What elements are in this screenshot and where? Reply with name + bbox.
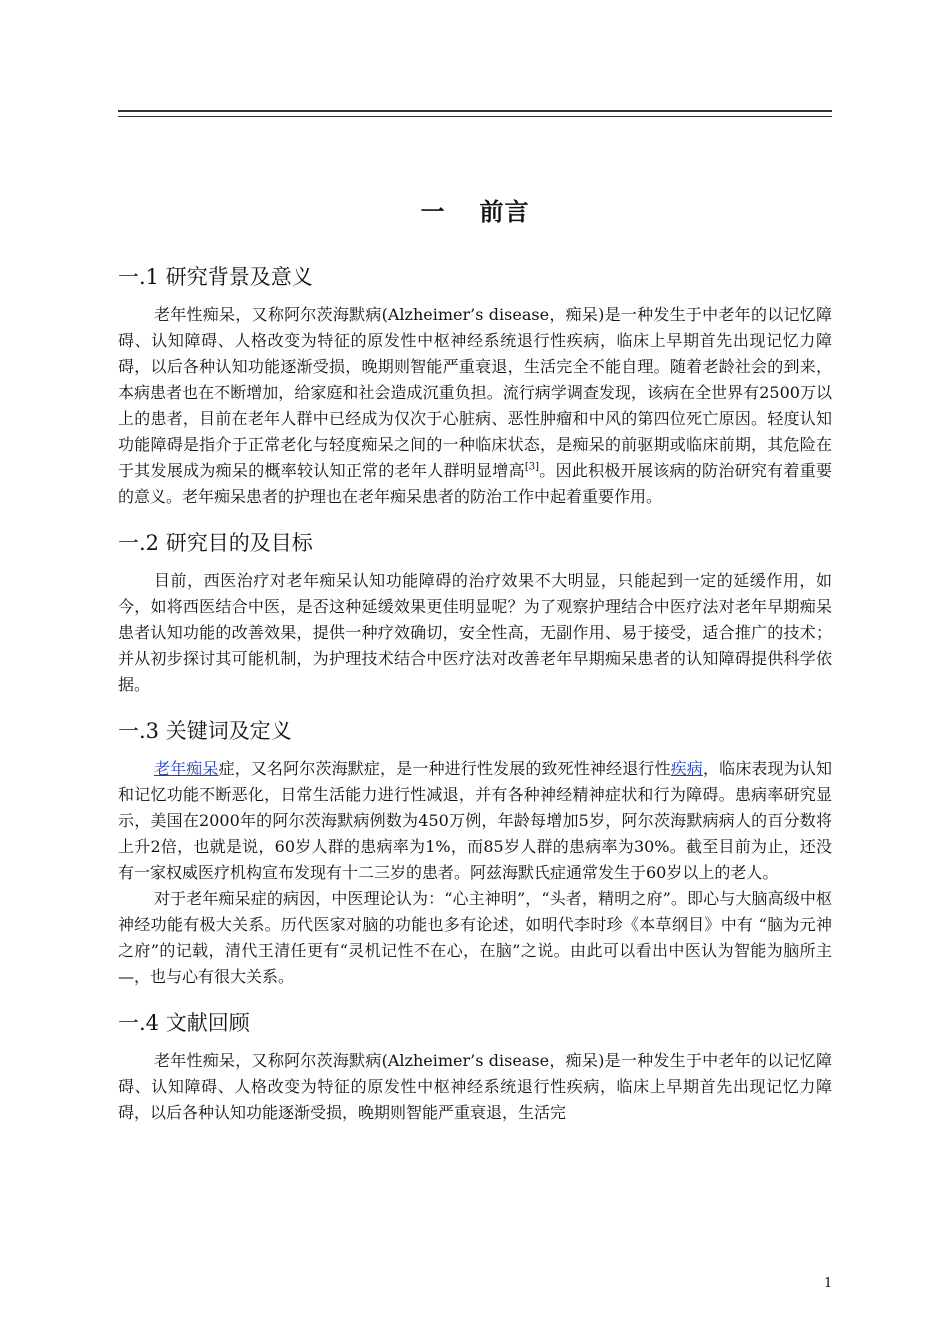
section-3 xyxy=(118,716,832,990)
section-4 xyxy=(118,1008,832,1126)
link-jibing[interactable]: 疾病 xyxy=(670,759,703,778)
section-heading: 一.3 关键词及定义 xyxy=(118,719,292,743)
section-heading: 一.2 研究目的及目标 xyxy=(118,531,313,555)
section-1 xyxy=(118,262,832,510)
section-heading: 一.1 研究背景及意义 xyxy=(118,265,313,289)
paragraph: 对于老年痴呆症的病因，中医理论认为：“心主神明”，“头者，精明之府”。即心与大脑高级中枢神经功能有极大关系。历代医家对脑的功能也多有论述，如明代李时珍《本草纲目》中有 “脑为元神之府”的记载，清代王清任更有“灵机记性不在心，在脑”之说。由此可以看出中医认为智能为脑所主—，也与心有很大关系。 xyxy=(118,889,832,986)
chapter-name: 前言 xyxy=(479,197,530,226)
section-2 xyxy=(118,528,832,698)
document-body xyxy=(118,262,832,1144)
section-heading: 一.4 文献回顾 xyxy=(118,1011,250,1035)
paragraph: 老年性痴呆，又称阿尔茨海默病(Alzheimer’s disease，痴呆)是一种发生于中老年的以记忆障碍、认知障碍、人格改变为特征的原发性中枢神经系统退行性疾病，临床上早期首先出现记忆力障碍，以后各种认知功能逐渐受损，晚期则智能严重衰退，生活完全不能自理。随着老龄社会的到来，本病患者也在不断增加，给家庭和社会造成沉重负担。流行病学调查发现，该病在全世界有2500万以上的患者，目前在老年人群中已经成为仅次于心脏病、恶性肿瘤和中风的第四位死亡原因。轻度认知功能障碍是指介于正常老化与轻度痴呆之间的一种临床状态，是痴呆的前驱期或临床前期，其危险在于其发展成为痴呆的概率较认知正常的老年人群明显增高[3]。因此积极开展该病的防治研究有着重要的意义。老年痴呆患者的护理也在老年痴呆患者的防治工作中起着重要作用。 xyxy=(118,305,832,506)
citation-ref[interactable]: [3] xyxy=(524,461,540,473)
paragraph: 老年性痴呆，又称阿尔茨海默病(Alzheimer’s disease，痴呆)是一种发生于中老年的以记忆障碍、认知障碍、人格改变为特征的原发性中枢神经系统退行性疾病，临床上早期首先出现记忆力障碍，以后各种认知功能逐渐受损，晚期则智能严重衰退，生活完 xyxy=(118,1051,832,1122)
chapter-number: 一 xyxy=(420,197,446,226)
header-double-rule xyxy=(118,110,832,117)
paragraph: 老年痴呆症，又名阿尔茨海默症，是一种进行性发展的致死性神经退行性疾病，临床表现为认知和记忆功能不断恶化，日常生活能力进行性减退，并有各种神经精神症状和行为障碍。患病率研究显示，美国在2000年的阿尔茨海默病例数为450万例，年龄每增加5岁，阿尔茨海默病病人的百分数将上升2倍，也就是说，60岁人群的患病率为1%，而85岁人群的患病率为30%。截至目前为止，还没有一家权威医疗机构宣布发现有十二三岁的患者。阿兹海默氏症通常发生于60岁以上的老人。 xyxy=(118,759,832,882)
page-number: 1 xyxy=(824,1276,833,1291)
chapter-title xyxy=(118,192,832,227)
link-laonian-chidai[interactable]: 老年痴呆 xyxy=(154,759,219,778)
paragraph: 目前，西医治疗对老年痴呆认知功能障碍的治疗效果不大明显，只能起到一定的延缓作用，如今，如将西医结合中医，是否这种延缓效果更佳明显呢？为了观察护理结合中医疗法对老年早期痴呆患者认知功能的改善效果，提供一种疗效确切，安全性高，无副作用、易于接受，适合推广的技术；并从初步探讨其可能机制，为护理技术结合中医疗法对改善老年早期痴呆患者的认知障碍提供科学依据。 xyxy=(118,571,832,694)
